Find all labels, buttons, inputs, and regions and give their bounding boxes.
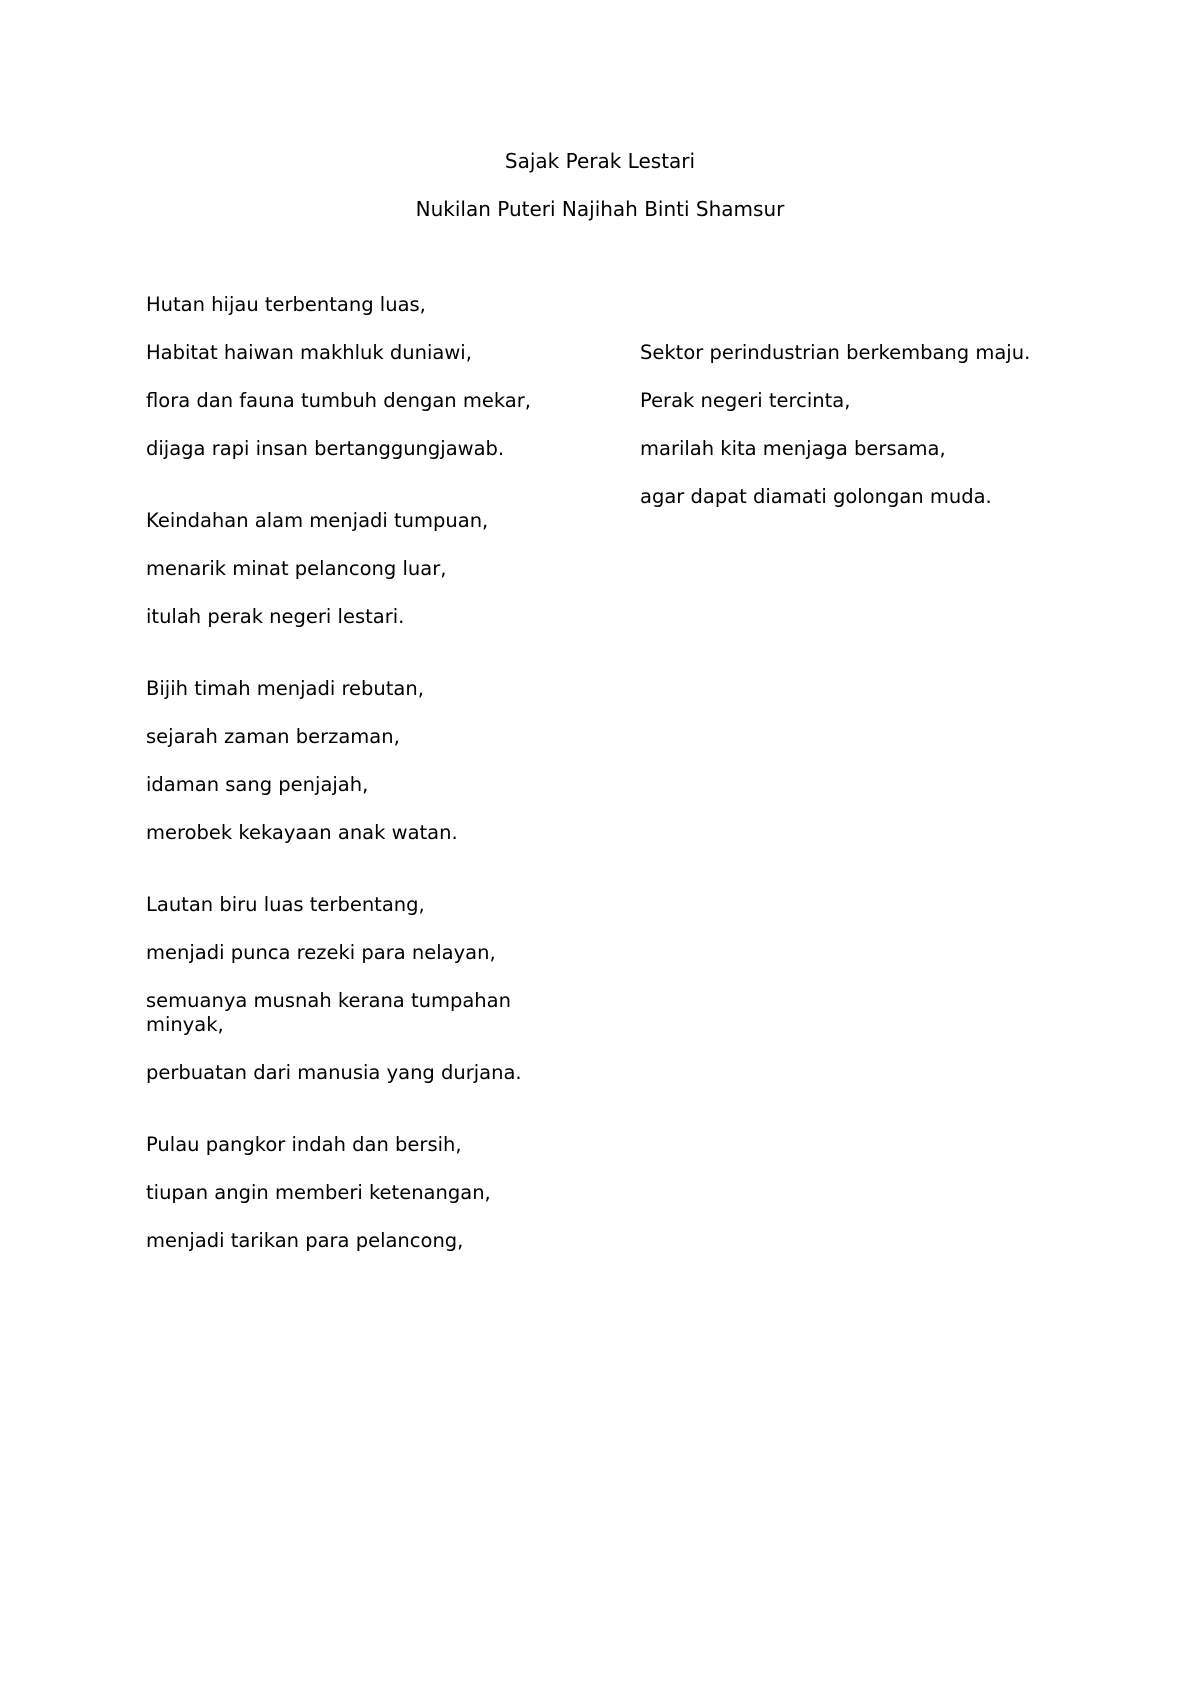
poem-line: menarik minat pelancong luar,: [146, 557, 447, 580]
poem-line: Perak negeri tercinta,: [640, 389, 851, 412]
poem-author: Nukilan Puteri Najihah Binti Shamsur: [415, 197, 785, 221]
poem-line: perbuatan dari manusia yang durjana.: [146, 1061, 522, 1084]
poem-line: idaman sang penjajah,: [146, 773, 369, 796]
stanza: [146, 509, 546, 629]
poem-line: Hutan hijau terbentang luas,: [146, 293, 426, 316]
poem-line: Lautan biru luas terbentang,: [146, 893, 425, 916]
poem-right-column: [640, 341, 1060, 557]
poem-line: Habitat haiwan makhluk duniawi,: [146, 341, 472, 364]
poem-line: Sektor perindustrian berkembang maju.: [640, 341, 1031, 364]
poem-line: menjadi tarikan para pelancong,: [146, 1229, 464, 1252]
poem-line: dijaga rapi insan bertanggungjawab.: [146, 437, 505, 460]
stanza: [146, 677, 546, 845]
stanza: [146, 293, 546, 461]
poem-line: Bijih timah menjadi rebutan,: [146, 677, 424, 700]
poem-line: tiupan angin memberi ketenangan,: [146, 1181, 491, 1204]
poem-line: agar dapat diamati golongan muda.: [640, 485, 992, 508]
stanza: [146, 1133, 546, 1253]
poem-line: semuanya musnah kerana tumpahan minyak,: [146, 989, 511, 1036]
poem-line: Keindahan alam menjadi tumpuan,: [146, 509, 489, 532]
stanza: [146, 893, 546, 1085]
poem-line: marilah kita menjaga bersama,: [640, 437, 946, 460]
poem-line: merobek kekayaan anak watan.: [146, 821, 458, 844]
poem-line: itulah perak negeri lestari.: [146, 605, 405, 628]
poem-line: menjadi punca rezeki para nelayan,: [146, 941, 496, 964]
poem-title: Sajak Perak Lestari: [504, 149, 696, 173]
poem-line: flora dan fauna tumbuh dengan mekar,: [146, 389, 531, 412]
poem-line: sejarah zaman berzaman,: [146, 725, 400, 748]
poem-left-column: [146, 293, 546, 1301]
poem-line: Pulau pangkor indah dan bersih,: [146, 1133, 462, 1156]
stanza: [640, 341, 1060, 509]
